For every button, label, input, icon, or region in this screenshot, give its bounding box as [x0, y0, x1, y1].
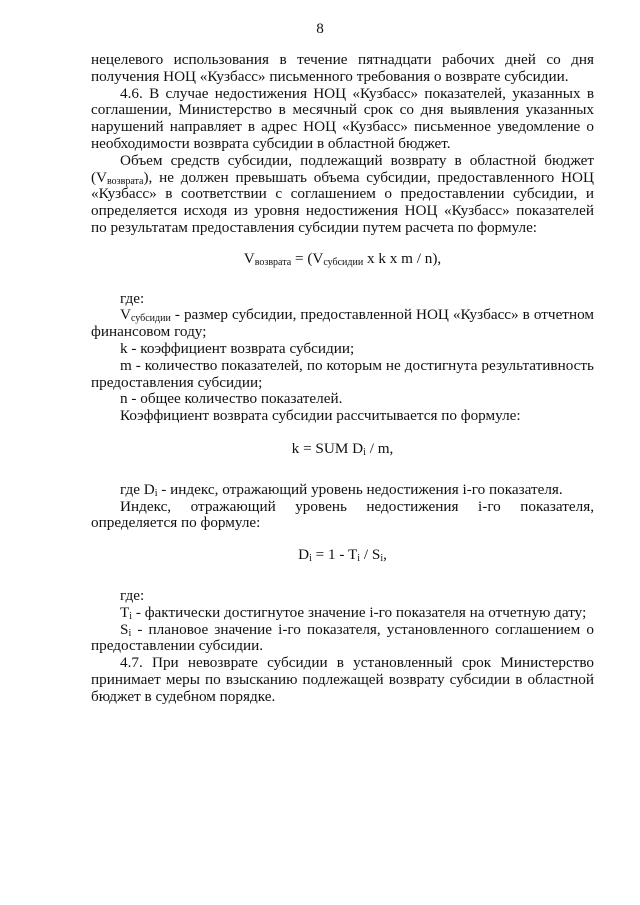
paragraph-4-6: 4.6. В случае недостижения НОЦ «Кузбасс» показателей, указанных в соглашении, Министерство в месячный срок со дня выявления указанных нарушений направляет в адрес НОЦ «Кузбасс» письменное уведомление о необходимости возврата субсидии в областной бюджет.	[91, 84, 594, 152]
paragraph-4-7: 4.7. При невозврате субсидии в установленный срок Министерство принимает меры по взысканию подлежащей возврату субсидии в областной бюджет в судебном порядке.	[91, 654, 594, 705]
page-number: 8	[316, 20, 324, 37]
formula-index: $D_i = 1 - T_i / S_i$,	[298, 546, 387, 565]
document-body	[91, 52, 594, 706]
definition-s: $S_i$ - плановое значение i-го показателя, установленного соглашением о предоставлении субсидии.	[91, 620, 594, 655]
definition-t: $T_i$ - фактически достигнутое значение i-го показателя на отчетную дату;	[120, 603, 587, 622]
formula-return: $V_{возврата} = (V_{субсидии}$ x k x m / n),	[243, 249, 442, 268]
coefficient-text: Коэффициент возврата субсидии рассчитывается по формуле:	[120, 407, 521, 425]
definition-n: n - общее количество показателей.	[120, 390, 343, 408]
where-label: где:	[120, 289, 145, 307]
definition-v-subsidy: $V_{субсидии}$ - размер субсидии, предоставленной НОЦ «Кузбасс» в отчетном финансовом году;	[91, 306, 594, 341]
where-label-2: где:	[120, 586, 145, 604]
paragraph-continuation: нецелевого использования в течение пятнадцати рабочих дней со дня получения НОЦ «Кузбасс» письменного требования о возврате субсидии.	[91, 51, 594, 85]
definition-k: k - коэффициент возврата субсидии;	[120, 339, 355, 357]
paragraph-return-volume: Объем средств субсидии, подлежащий возврату в областной бюджет $(V_{возврата})$, не должен превышать объема субсидии, предоставленного НОЦ «Кузбасс» в соответствии с соглашением о предоставлении субсидии, и определяется исходя из уровня недостижения НОЦ «Кузбасс» показателей по результатам предоставления субсидии путем расчета по формуле:	[91, 151, 594, 236]
formula-coefficient: k = SUM $D_i$ / m,	[291, 439, 394, 458]
index-text: Индекс, отражающий уровень недостижения i-го показателя, определяется по формуле:	[91, 497, 594, 532]
definition-d: где $D_i$ - индекс, отражающий уровень недостижения i-го показателя.	[120, 480, 563, 499]
definition-m: m - количество показателей, по которым не достигнута результативность предоставления субсидии;	[91, 356, 594, 391]
